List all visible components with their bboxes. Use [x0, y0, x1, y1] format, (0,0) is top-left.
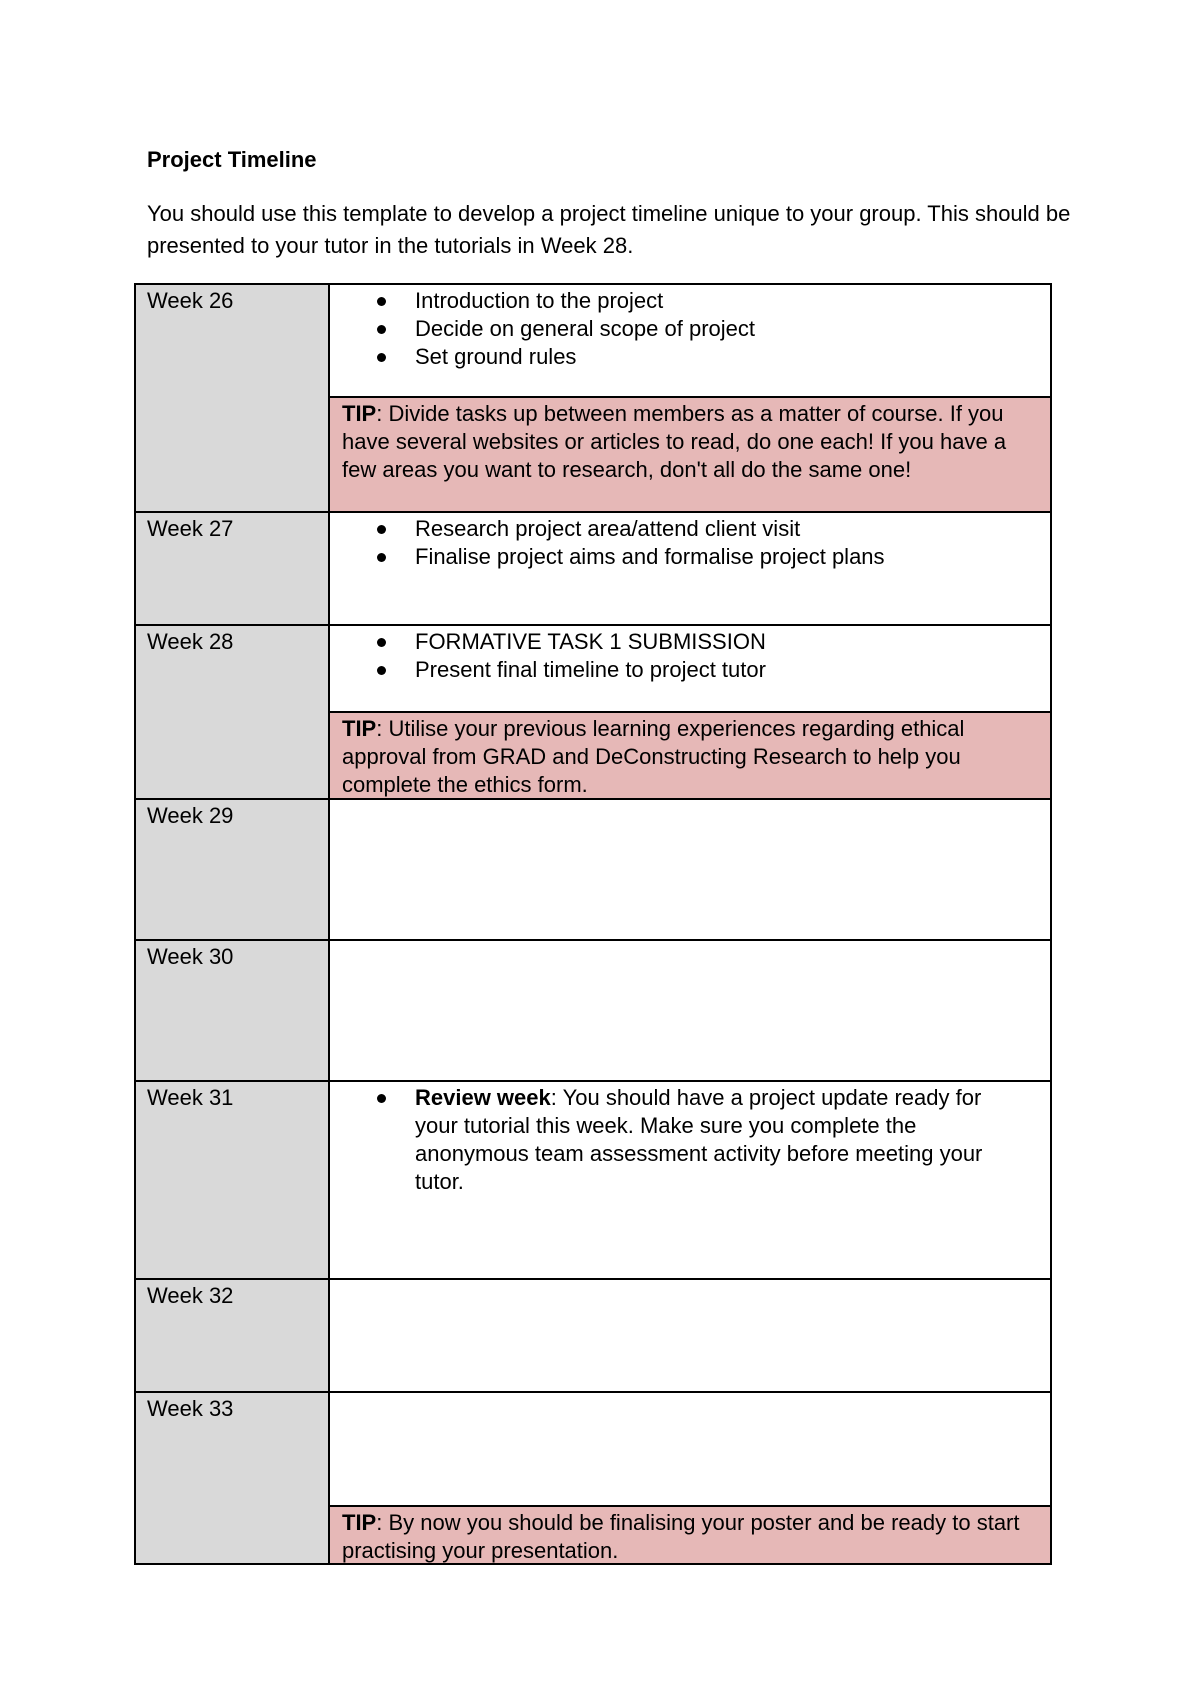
- task-list: [330, 285, 1050, 396]
- bullet-icon: [377, 525, 386, 534]
- week-content: [330, 285, 1050, 511]
- task-text: : You should have a project update ready for your tutorial this week. Make sure you complete the anonymous team assessment activity before meeting your tutor.: [415, 1085, 983, 1194]
- task-list: [330, 513, 1050, 624]
- bullet-icon: [377, 297, 386, 306]
- task-list: [330, 1082, 1050, 1278]
- week-content: [330, 800, 1050, 939]
- task-list: [330, 626, 1050, 711]
- task-item: Decide on general scope of project: [330, 315, 1050, 343]
- task-item: Introduction to the project: [330, 287, 1050, 315]
- week-label: Week 31: [136, 1082, 330, 1278]
- week-label: Week 32: [136, 1280, 330, 1391]
- tip-text: : By now you should be finalising your poster and be ready to start practising your presentation.: [342, 1510, 1020, 1563]
- task-item: Finalise project aims and formalise project plans: [330, 543, 1050, 571]
- tip-label: TIP: [342, 716, 377, 741]
- week-label: Week 27: [136, 513, 330, 624]
- page-title: Project Timeline: [147, 147, 317, 172]
- timeline-row-week-30: [136, 939, 1050, 1080]
- week-content: [330, 1082, 1050, 1278]
- timeline-table: [134, 283, 1052, 1565]
- week-content: [330, 941, 1050, 1080]
- bullet-icon: [377, 353, 386, 362]
- week-content: [330, 1393, 1050, 1563]
- tip-label: TIP: [342, 401, 377, 426]
- week-label: Week 33: [136, 1393, 330, 1563]
- week-label: Week 30: [136, 941, 330, 1080]
- week-content: [330, 1280, 1050, 1391]
- task-item: Research project area/attend client visit: [330, 515, 1050, 543]
- bullet-icon: [377, 638, 386, 647]
- timeline-row-week-26: [136, 285, 1050, 511]
- task-item: Present final timeline to project tutor: [330, 656, 1050, 684]
- task-item: [330, 1084, 1050, 1196]
- week-label: Week 28: [136, 626, 330, 798]
- week-label: Week 29: [136, 800, 330, 939]
- bullet-icon: [377, 1094, 386, 1103]
- week-label: Week 26: [136, 285, 330, 511]
- timeline-row-week-27: [136, 511, 1050, 624]
- timeline-row-week-31: [136, 1080, 1050, 1278]
- tip-text: : Utilise your previous learning experiences regarding ethical approval from GRAD and DeConstructing Research to help you complete the ethics form.: [342, 716, 965, 797]
- intro-paragraph: You should use this template to develop a project timeline unique to your group. This should be presented to your tutor in the tutorials in Week 28.: [147, 201, 1071, 258]
- tip-label: TIP: [342, 1510, 377, 1535]
- task-item: FORMATIVE TASK 1 SUBMISSION: [330, 628, 1050, 656]
- week-content: [330, 513, 1050, 624]
- tip-box: [330, 1505, 1050, 1563]
- bullet-icon: [377, 666, 386, 675]
- bullet-icon: [377, 553, 386, 562]
- timeline-row-week-33: [136, 1391, 1050, 1563]
- timeline-row-week-32: [136, 1278, 1050, 1391]
- timeline-row-week-28: [136, 624, 1050, 798]
- task-bold-label: Review week: [415, 1085, 551, 1110]
- task-item: Set ground rules: [330, 343, 1050, 371]
- bullet-icon: [377, 325, 386, 334]
- tip-box: [330, 396, 1050, 511]
- timeline-row-week-29: [136, 798, 1050, 939]
- tip-text: : Divide tasks up between members as a matter of course. If you have several websites or articles to read, do one each! If you have a few areas you want to research, don't all do the same one!: [342, 401, 1007, 482]
- tip-box: [330, 711, 1050, 798]
- week-content: [330, 626, 1050, 798]
